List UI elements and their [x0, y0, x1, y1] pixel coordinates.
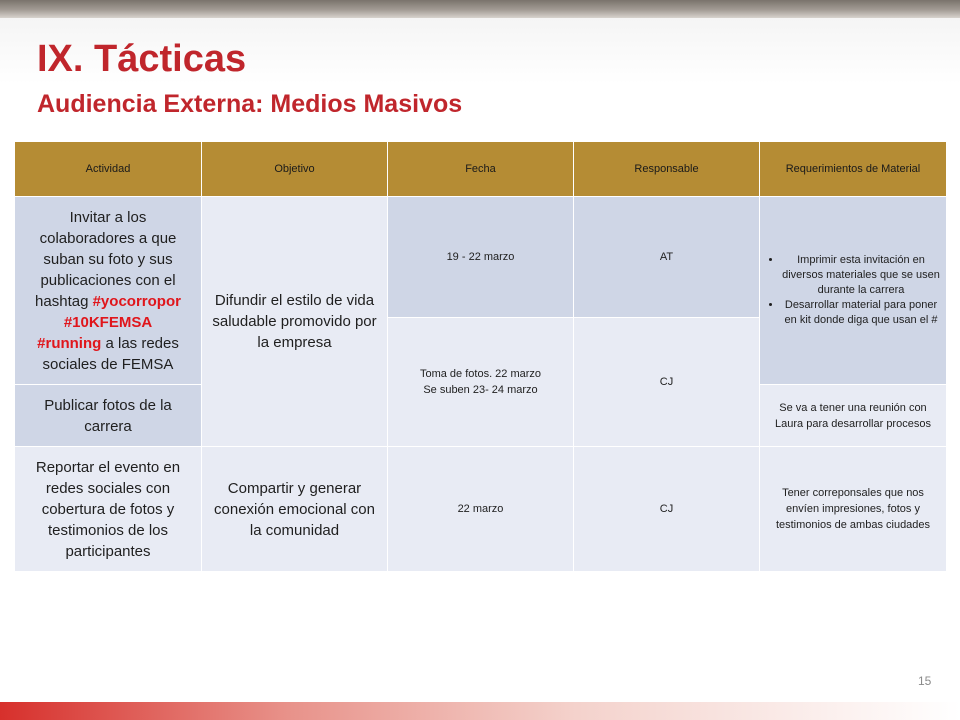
tactics-table	[14, 141, 947, 572]
cell-actividad-reportar: Reportar el evento en redes sociales con cobertura de fotos y testimonios de los participantes	[15, 447, 202, 572]
cell-fecha-row1: 19 - 22 marzo	[388, 197, 574, 318]
cell-responsable-row3: CJ	[574, 447, 760, 572]
cell-requerimientos-row3: Tener correponsales que nos envíen impresiones, fotos y testimonios de ambas ciudades	[760, 447, 947, 572]
slide-subtitle: Audiencia Externa: Medios Masivos	[37, 90, 463, 118]
header-objetivo: Objetivo	[202, 142, 388, 197]
actividad-text: Invitar a los colaboradores a que suban su foto y sus publicaciones con el hashtag	[35, 208, 177, 310]
cell-responsable-row2: CJ	[574, 318, 760, 447]
header-requerimientos: Requerimientos de Material	[760, 142, 947, 197]
bottom-decorative-bar	[0, 702, 960, 720]
actividad-text-end: a las redes sociales de FEMSA	[42, 334, 179, 373]
fecha-line-2: Se suben 23- 24 marzo	[423, 384, 538, 396]
cell-fecha-row3: 22 marzo	[388, 447, 574, 572]
requirements-list	[766, 253, 940, 328]
cell-responsable-row1: AT	[574, 197, 760, 318]
cell-actividad-publicar: Publicar fotos de la carrera	[15, 385, 202, 447]
table-row	[15, 197, 947, 318]
header-actividad: Actividad	[15, 142, 202, 197]
cell-fecha-row2	[388, 318, 574, 447]
header-responsable: Responsable	[574, 142, 760, 197]
cell-objetivo-compartir: Compartir y generar conexión emocional con la comunidad	[202, 447, 388, 572]
page-number: 15	[918, 674, 932, 688]
hashtag-yocorropor: #yocorropor #10KFEMSA	[63, 292, 181, 331]
table-header-row	[15, 142, 947, 197]
header-fecha: Fecha	[388, 142, 574, 197]
cell-requerimientos-row2: Se va a tener una reunión con Laura para desarrollar procesos	[760, 385, 947, 447]
cell-requerimientos-row1	[760, 197, 947, 385]
top-decorative-bar	[0, 0, 960, 18]
slide-title: IX. Tácticas	[37, 38, 247, 80]
fecha-line-1: Toma de fotos. 22 marzo	[419, 368, 542, 380]
list-item: • Imprimir esta invitación en diversos materiales que se usen durante la carrera	[782, 253, 940, 298]
table-row	[15, 447, 947, 572]
list-item: • Desarrollar material para poner en kit donde diga que usan el #	[782, 298, 940, 328]
cell-actividad-invitar	[15, 197, 202, 385]
hashtag-running: #running	[37, 334, 102, 352]
cell-objetivo-difundir: Difundir el estilo de vida saludable promovido por la empresa	[202, 197, 388, 447]
